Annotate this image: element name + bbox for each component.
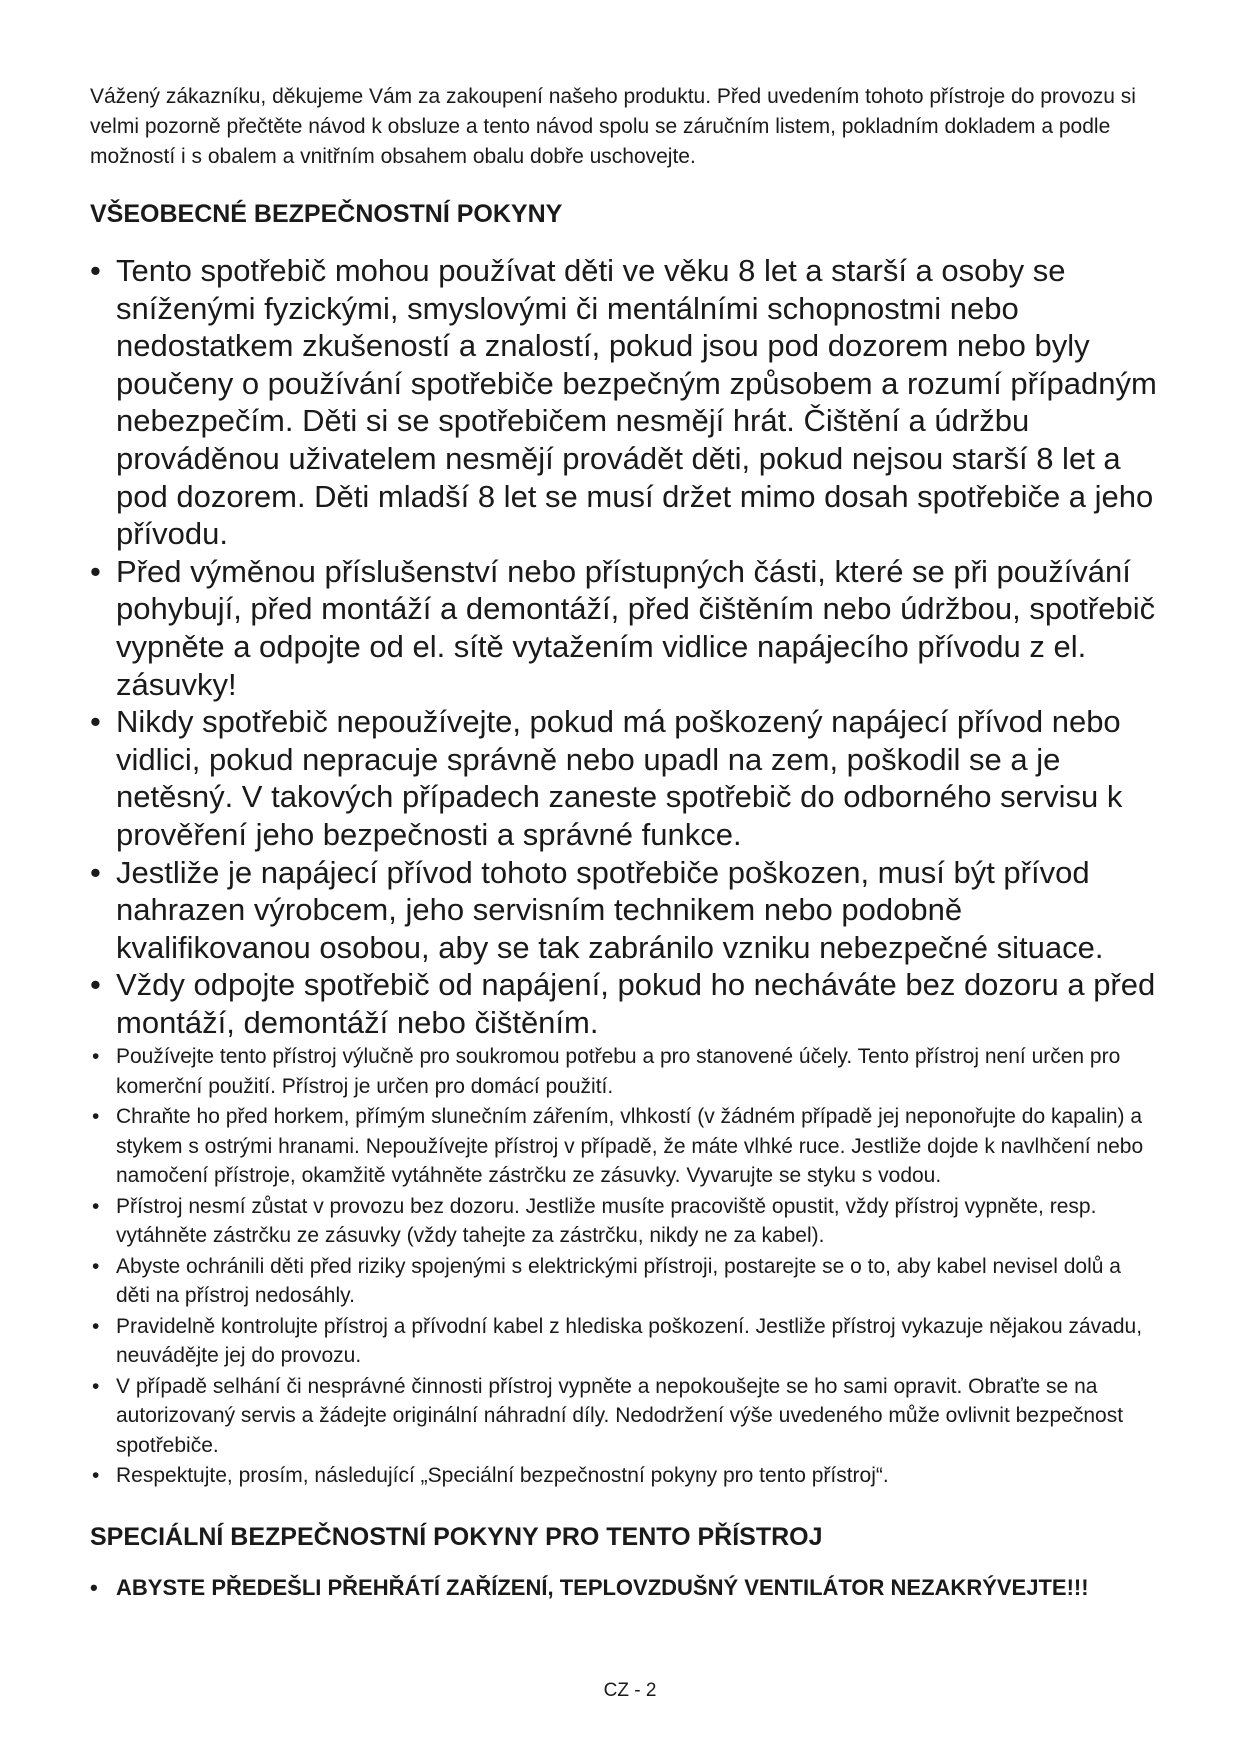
list-item: • Jestliže je napájecí přívod tohoto spotřebiče poškozen, musí být přívod nahrazen výrobcem, jeho servisním technikem nebo podobně kvalifikovanou osobou, aby se tak zabránilo vzniku nebezpečné situace. bbox=[90, 854, 1160, 967]
list-item: • V případě selhání či nesprávné činnosti přístroj vypněte a nepokoušejte se ho sami opravit. Obraťte se na autorizovaný servis a žádejte originální náhradní díly. Nedodržení výše uvedeného může ovlivnit bezpečnost spotřebiče. bbox=[90, 1372, 1160, 1461]
intro-paragraph: Vážený zákazníku, děkujeme Vám za zakoupení našeho produktu. Před uvedením tohoto přístroje do provozu si velmi pozorně přečtěte návod k obsluze a tento návod spolu se záručním listem, pokladním dokladem a podle možností i s obalem a vnitřním obsahem obalu dobře uschovejte. bbox=[90, 85, 1136, 168]
list-item: • Abyste ochránili děti před riziky spojenými s elektrickými přístroji, postarejte se o to, aby kabel nevisel dolů a děti na přístroj nedosáhly. bbox=[90, 1252, 1160, 1311]
general-safety-heading: VŠEOBECNÉ BEZPEČNOSTNÍ POKYNY bbox=[90, 200, 563, 228]
list-item: • Před výměnou příslušenství nebo přístupných části, které se při používání pohybují, před montáží a demontáží, před čištěním nebo údržbou, spotřebič vypněte a odpojte od el. sítě vytažením vidlice napájecího přívodu z el. zásuvky! bbox=[90, 553, 1160, 703]
general-safety-large-list bbox=[90, 252, 1160, 1041]
list-item: • Respektujte, prosím, následující „Speciální bezpečnostní pokyny pro tento přístroj“. bbox=[90, 1461, 1160, 1491]
list-item: • Tento spotřebič mohou používat děti ve věku 8 let a starší a osoby se sníženými fyzickými, smyslovými či mentálními schopnostmi nebo nedostatkem zkušeností a znalostí, pokud jsou pod dozorem nebo byly poučeny o používání spotřebiče bezpečným způsobem a rozumí případným nebezpečím. Děti si se spotřebičem nesmějí hrát. Čištění a údržbu prováděnou uživatelem nesmějí provádět děti, pokud nejsou starší 8 let a pod dozorem. Děti mladší 8 let se musí držet mimo dosah spotřebiče a jeho přívodu. bbox=[90, 252, 1160, 553]
special-safety-heading: SPECIÁLNÍ BEZPEČNOSTNÍ POKYNY PRO TENTO PŘÍSTROJ bbox=[90, 1522, 823, 1551]
list-item: • Vždy odpojte spotřebič od napájení, pokud ho necháváte bez dozoru a před montáží, demontáží nebo čištěním. bbox=[90, 966, 1160, 1041]
list-item: • Chraňte ho před horkem, přímým slunečním zářením, vlhkostí (v žádném případě jej neponořujte do kapalin) a stykem s ostrými hranami. Nepoužívejte přístroj v případě, že máte vlhké ruce. Jestliže dojde k navlhčení nebo namočení přístroje, okamžitě vytáhněte zástrčku ze zásuvky. Vyvarujte se styku s vodou. bbox=[90, 1102, 1160, 1191]
document-page bbox=[90, 82, 1160, 1602]
list-item: • Pravidelně kontrolujte přístroj a přívodní kabel z hlediska poškození. Jestliže přístroj vykazuje nějakou závadu, neuvádějte jej do provozu. bbox=[90, 1312, 1160, 1371]
special-safety-list bbox=[90, 1573, 1160, 1602]
list-item: • ABYSTE PŘEDEŠLI PŘEHŘÁTÍ ZAŘÍZENÍ, TEPLOVZDUŠNÝ VENTILÁTOR NEZAKRÝVEJTE!!! bbox=[90, 1573, 1160, 1602]
page-number: CZ - 2 bbox=[603, 1680, 657, 1701]
list-item: • Přístroj nesmí zůstat v provozu bez dozoru. Jestliže musíte pracoviště opustit, vždy přístroj vypněte, resp. vytáhněte zástrčku ze zásuvky (vždy tahejte za zástrčku, nikdy ne za kabel). bbox=[90, 1192, 1160, 1251]
general-safety-small-list bbox=[90, 1042, 1160, 1491]
list-item: • Nikdy spotřebič nepoužívejte, pokud má poškozený napájecí přívod nebo vidlici, pokud nepracuje správně nebo upadl na zem, poškodil se a je netěsný. V takových případech zaneste spotřebič do odborného servisu k prověření jeho bezpečnosti a správné funkce. bbox=[90, 703, 1160, 853]
list-item: • Používejte tento přístroj výlučně pro soukromou potřebu a pro stanovené účely. Tento přístroj není určen pro komerční použití. Přístroj je určen pro domácí použití. bbox=[90, 1042, 1160, 1101]
